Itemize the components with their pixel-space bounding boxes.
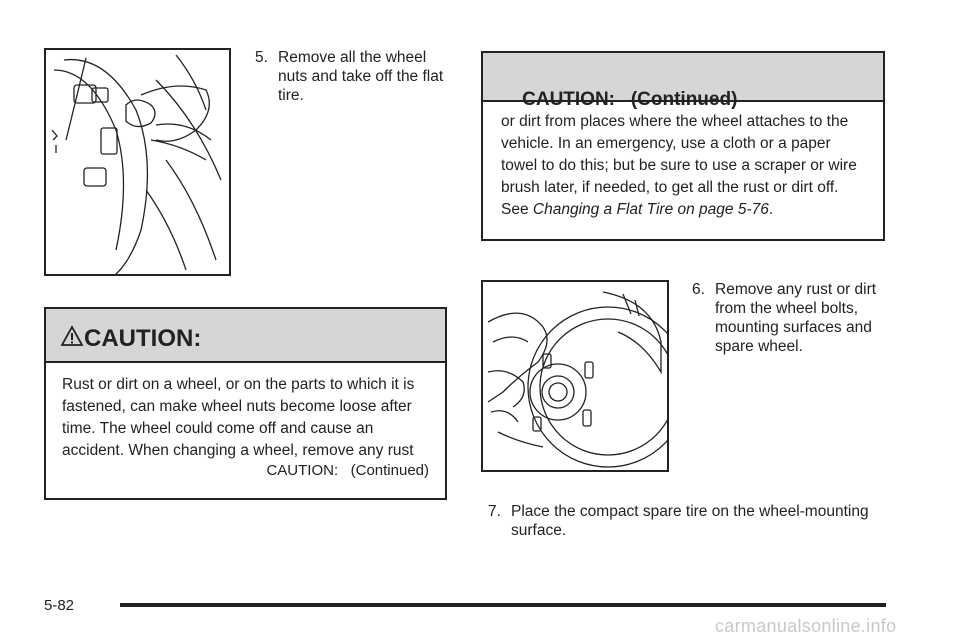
caution-continued-body [483,102,883,221]
caution-continued-box [481,51,885,241]
caution-continued-heading: CAUTION: (Continued) [522,89,738,110]
caution-continued-header [483,53,883,110]
step-number: 5. [255,49,268,66]
warning-triangle-icon [60,325,84,354]
step-text: Remove all the wheel nuts and take off the flat tire. [278,49,444,104]
footer-rule [120,603,886,607]
caution-continued-end: . [768,201,774,218]
step-5 [255,48,445,105]
cross-reference-link[interactable]: Changing a Flat Tire on page 5-76 [532,201,769,218]
step-text: Remove any rust or dirt from the wheel bolts, mounting surfaces and spare wheel. [715,281,877,355]
page-number: 5-82 [44,597,75,614]
caution-body: Rust or dirt on a wheel, or on the parts to which it is fastened, can make wheel nuts become loose after time. The wheel could come off and cause an accident. When changing a wheel, remove any rust [62,376,415,459]
caution-box [44,307,447,500]
step-7 [488,502,888,540]
wheel-nut-removal-illustration [44,48,231,276]
hub-cleaning-illustration [481,280,669,472]
caution-heading: CAUTION: [84,325,202,352]
watermark: carmanualsonline.info [715,616,897,636]
step-number: 7. [488,503,501,520]
caution-continued-note: CAUTION: (Continued) [266,462,429,479]
caution-continued-text: or dirt from places where the wheel attaches to the vehicle. In an emergency, use a cloth or a paper towel to do this; but be sure to use a scraper or wire brush later, if needed, to get all the rust or dirt off. See [501,113,857,218]
step-text: Place the compact spare tire on the wheel-mounting surface. [511,503,869,539]
caution-header [46,309,445,363]
step-6 [692,280,892,356]
step-number: 6. [692,281,705,298]
